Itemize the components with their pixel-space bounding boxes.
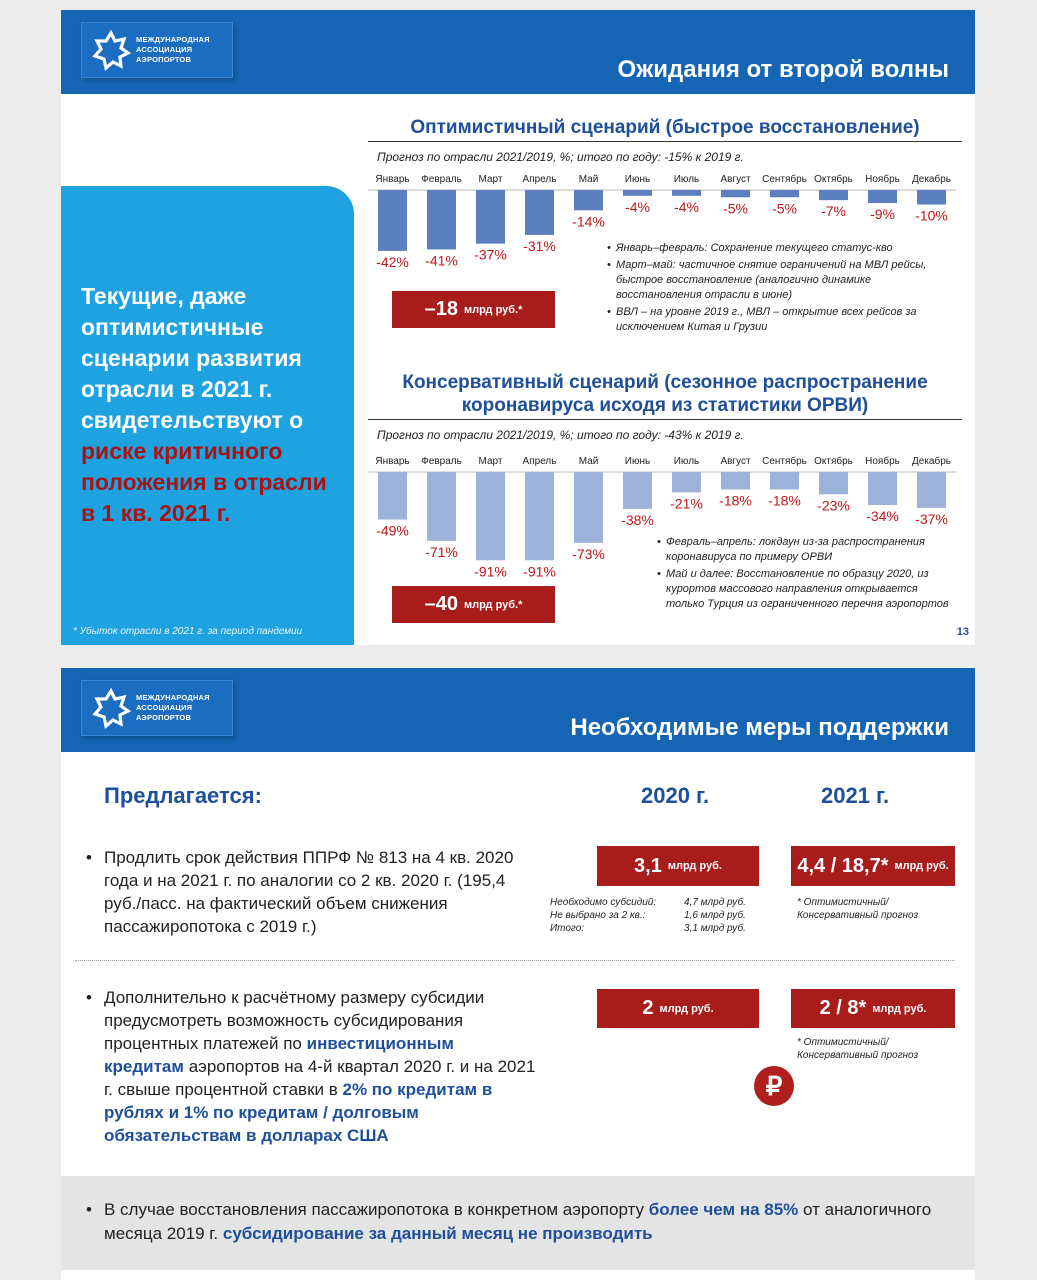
data-label: -5%	[772, 200, 797, 217]
category-label: Январь	[375, 174, 410, 185]
data-label: -71%	[425, 543, 458, 560]
logo-text: МЕЖДУНАРОДНАЯ АССОЦИАЦИЯ АЭРОПОРТОВ	[136, 35, 210, 64]
data-label: -34%	[866, 507, 899, 524]
forecast-note: * Оптимистичный/ Консервативный прогноз	[797, 897, 919, 921]
risk-text: риске критичного положения в отрасли в 1 кв. 2021 г.	[81, 438, 327, 526]
data-label: -10%	[915, 207, 948, 224]
footnote: * Убыток отрасли в 2021 г. за период пандемии	[73, 626, 303, 637]
bar	[770, 472, 799, 489]
conservative-scenario-title: Консервативный сценарий (сезонное распространение коронавируса исходя из статистики ОРВИ)	[368, 371, 962, 420]
measure-item-2: • Дополнительно к расчётному размеру субсидии предусмотреть возможность субсидирования процентных платежей по инвестиционным кредитам аэропортов на 4-й квартал 2020 г. и на 2021 г. свыше процентной ставки в 2% по кредитам в рублях и 1% по кредитам / долговым обязательствам в долларах США	[86, 986, 536, 1147]
data-label: -9%	[870, 206, 895, 223]
category-label: Январь	[375, 456, 410, 467]
note-item: • Январь–февраль: Сохранение текущего статус-кво	[607, 241, 955, 256]
data-label: -18%	[768, 492, 801, 509]
bar	[819, 472, 848, 494]
left-panel-text: Текущие, даже оптимистичные сценарии развития отрасли в 2021 г. свидетельствуют о риске критичного положения в отрасли в 1 кв. 2021 г.	[81, 283, 327, 526]
category-label: Ноябрь	[865, 174, 900, 185]
data-label: -37%	[915, 510, 948, 527]
note-item: • Март–май: частичное снятие ограничений на МВЛ рейсы, быстрое восстановление (аналогично динамике восстановления отрасли в июне)	[607, 258, 955, 303]
year-2021-header: 2021 г.	[821, 783, 890, 808]
category-label: Февраль	[421, 456, 462, 467]
star-logo-icon	[90, 29, 132, 71]
category-label: Сентябрь	[762, 456, 807, 467]
data-label: -21%	[670, 495, 703, 512]
amount-2021-box: 2 / 8* млрд руб.	[791, 989, 955, 1028]
bar	[672, 472, 701, 492]
slide-support-measures	[61, 668, 975, 1280]
data-label: -7%	[821, 203, 846, 220]
slide-expectations	[61, 10, 975, 645]
logo	[81, 22, 233, 78]
category-label: Апрель	[522, 456, 557, 467]
logo-text: МЕЖДУНАРОДНАЯ АССОЦИАЦИЯ АЭРОПОРТОВ	[136, 693, 210, 722]
bar	[574, 190, 603, 210]
note-item: • ВВЛ – на уровне 2019 г., МВЛ – открытие всех рейсов за исключением Китая и Грузии	[607, 305, 955, 335]
category-label: Июль	[673, 456, 700, 467]
forecast-note: * Оптимистичный/ Консервативный прогноз	[797, 1037, 919, 1061]
amount-2020-box: 2 млрд руб.	[597, 989, 759, 1028]
bar	[868, 472, 897, 505]
category-label: Июль	[673, 174, 700, 185]
bar	[378, 190, 407, 251]
bar	[917, 472, 946, 508]
category-label: Декабрь	[912, 456, 951, 467]
optimistic-loss-box: –18 млрд руб.*	[392, 291, 555, 328]
data-label: -4%	[674, 198, 699, 215]
condition-band	[61, 1176, 975, 1270]
bar	[574, 472, 603, 543]
note-item: • Февраль–апрель: локдаун из-за распространения коронавируса по примеру ОРВИ	[657, 535, 957, 565]
bar	[476, 472, 505, 560]
data-label: -42%	[376, 253, 409, 270]
category-label: Май	[578, 174, 599, 185]
category-label: Октябрь	[814, 174, 853, 185]
bar	[525, 190, 554, 235]
bar	[623, 472, 652, 509]
divider	[75, 960, 955, 961]
category-label: Октябрь	[814, 456, 853, 467]
bar	[819, 190, 848, 200]
data-label: -91%	[523, 563, 556, 580]
note-item: • Май и далее: Восстановление по образцу 2020, из курортов массового направления открывается только Турция из ограниченного перечня аэропортов	[657, 567, 957, 612]
breakdown-row: Не выбрано за 2 кв.: 1,6 млрд руб.	[550, 910, 746, 921]
bar	[378, 472, 407, 520]
data-label: -41%	[425, 252, 458, 269]
logo	[81, 680, 233, 736]
data-label: -38%	[621, 511, 654, 528]
category-label: Август	[720, 174, 751, 185]
subsidy-breakdown	[550, 896, 746, 935]
category-label: Ноябрь	[865, 456, 900, 467]
amount-2021-box: 4,4 / 18,7* млрд руб.	[791, 846, 955, 886]
bar	[525, 472, 554, 560]
bar	[917, 190, 946, 205]
conservative-notes	[657, 535, 957, 614]
data-label: -4%	[625, 198, 650, 215]
data-label: -49%	[376, 522, 409, 539]
slide-header	[61, 10, 975, 94]
slide-title: Ожидания от второй волны	[617, 56, 949, 83]
category-label: Апрель	[522, 174, 557, 185]
data-label: -91%	[474, 563, 507, 580]
measure-item-3: • В случае восстановления пассажиропотока в конкретном аэропорту более чем на 85% от аналогичного месяца 2019 г. субсидирование за данный месяц не производить	[86, 1198, 946, 1246]
star-logo-icon	[90, 687, 132, 729]
bar	[672, 190, 701, 196]
bar	[770, 190, 799, 197]
amount-2020-box: 3,1 млрд руб.	[597, 846, 759, 886]
data-label: -5%	[723, 200, 748, 217]
bar	[721, 472, 750, 489]
conservative-loss-box: –40 млрд руб.*	[392, 586, 555, 623]
data-label: -37%	[474, 246, 507, 263]
breakdown-row: Необходимо субсидий: 4,7 млрд руб.	[550, 897, 746, 908]
data-label: -73%	[572, 545, 605, 562]
bar	[623, 190, 652, 196]
category-label: Февраль	[421, 174, 462, 185]
category-label: Декабрь	[912, 174, 951, 185]
data-label: -23%	[817, 497, 850, 514]
category-label: Март	[478, 174, 503, 185]
bar	[427, 190, 456, 249]
page-number: 13	[956, 626, 969, 638]
category-label: Июнь	[624, 174, 651, 185]
category-label: Сентябрь	[762, 174, 807, 185]
optimistic-scenario-subtitle: Прогноз по отрасли 2021/2019, %; итого по году: -15% к 2019 г.	[377, 150, 744, 164]
category-label: Июнь	[624, 456, 651, 467]
optimistic-scenario-title: Оптимистичный сценарий (быстрое восстановление)	[368, 116, 962, 142]
slide-header	[61, 668, 975, 752]
optimistic-notes	[607, 241, 955, 337]
category-label: Март	[478, 456, 503, 467]
data-label: -31%	[523, 237, 556, 254]
proposed-label: Предлагается:	[104, 783, 262, 808]
bar	[427, 472, 456, 541]
bar	[721, 190, 750, 197]
slide-title: Необходимые меры поддержки	[570, 714, 949, 741]
bar	[868, 190, 897, 203]
breakdown-row: Итого: 3,1 млрд руб.	[550, 923, 746, 934]
conservative-scenario-subtitle: Прогноз по отрасли 2021/2019, %; итого по году: -43% к 2019 г.	[377, 428, 744, 442]
category-label: Август	[720, 456, 751, 467]
left-panel	[61, 186, 354, 645]
bar	[476, 190, 505, 244]
category-label: Май	[578, 456, 599, 467]
data-label: -14%	[572, 213, 605, 230]
data-label: -18%	[719, 492, 752, 509]
year-2020-header: 2020 г.	[641, 783, 710, 808]
measure-item-1: • Продлить срок действия ППРФ № 813 на 4 кв. 2020 года и на 2021 г. по аналогии со 2 кв. 2020 г. (195,4 руб./пасс. на фактический объем снижения пассажиропотока с 2019 г.)	[86, 846, 526, 938]
ruble-icon: ₽	[754, 1066, 794, 1106]
